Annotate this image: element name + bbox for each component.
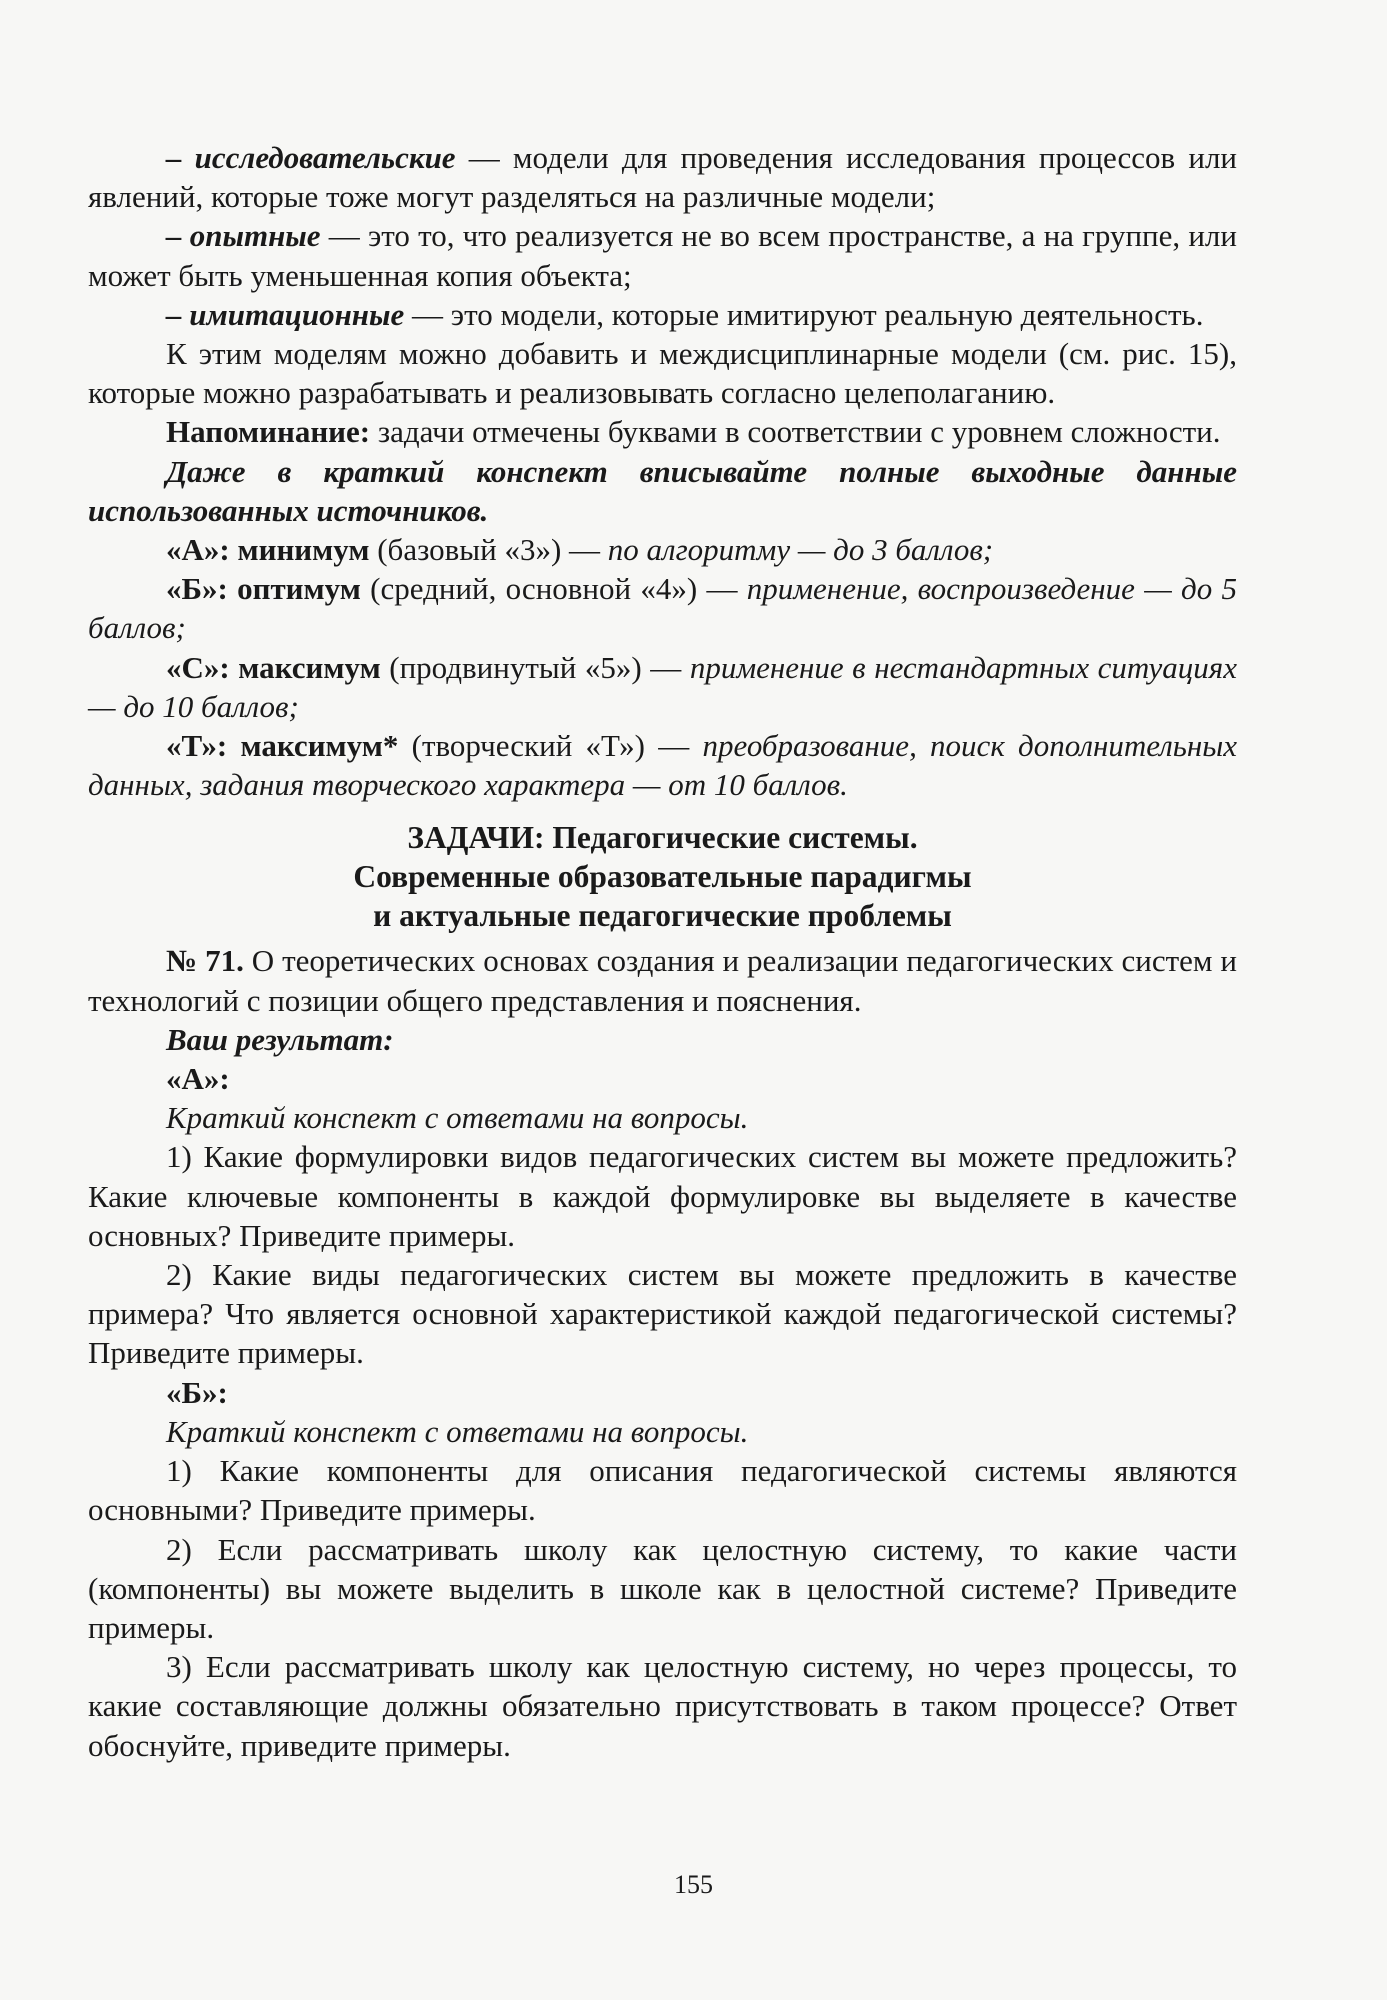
level-a-description (88, 530, 1237, 569)
level-italic: преобразование, поиск дополнительных данных, задания творческого характера — от 10 баллов. (88, 728, 1237, 803)
term-imitation: – имитационные (166, 296, 405, 332)
level-c-description (88, 648, 1237, 726)
task-number: № 71. (166, 943, 244, 979)
paragraph-interdisciplinary: К этим моделям можно добавить и междисциплинарные модели (см. рис. 15), которые можно разрабатывать и реализовывать согласно целеполаганию. (88, 336, 1237, 411)
paragraph-reminder (88, 412, 1237, 451)
definition-research: — модели для проведения исследования процессов или явлений, которые тоже могут разделяться на различные модели; (88, 140, 1237, 215)
heading-line: Современные образовательные парадигмы (353, 859, 972, 895)
page-body (88, 138, 1237, 1765)
level-b-question-3: 3) Если рассматривать школу как целостную систему, но через процессы, то какие составляющие должны обязательно присутствовать в таком процессе? Ответ обоснуйте, приведите примеры. (88, 1649, 1237, 1763)
level-italic: по алгоритму — до 3 баллов; (607, 532, 994, 568)
level-label: «Т»: максимум* (166, 728, 399, 764)
result-label: Ваш результат: (166, 1021, 394, 1057)
level-label: «А»: минимум (166, 532, 370, 568)
level-label: «С»: максимум (166, 649, 381, 685)
heading-line: и актуальные педагогические проблемы (373, 898, 952, 934)
level-b-note: Краткий конспект с ответами на вопросы. (166, 1413, 749, 1449)
level-label: «Б»: оптимум (166, 571, 361, 607)
paragraph-sources-note: Даже в краткий конспект вписывайте полные выходные данные использованных источников. (88, 453, 1237, 528)
level-plain: (средний, основной «4») — (360, 571, 747, 607)
heading-line: ЗАДАЧИ: Педагогические системы. (407, 820, 918, 856)
level-b-question-2: 2) Если рассматривать школу как целостную систему, то какие части (компоненты) вы можете выделить в школе как в целостной системе? Приведите примеры. (88, 1531, 1237, 1645)
level-a-label: «А»: (166, 1061, 230, 1097)
reminder-label: Напоминание: (166, 414, 371, 450)
level-a-question-1: 1) Какие формулировки видов педагогических систем вы можете предложить? Какие ключевые компоненты в каждой формулировке вы выделяете в качестве основных? Приведите примеры. (88, 1139, 1237, 1253)
level-b-question-1: 1) Какие компоненты для описания педагогической системы являются основными? Приведите примеры. (88, 1453, 1237, 1528)
level-t-description (88, 726, 1237, 804)
paragraph-experimental-models (88, 216, 1237, 294)
level-plain: (творческий «Т») — (398, 728, 703, 764)
level-plain: (базовый «3») — (369, 532, 608, 568)
reminder-text: задачи отмечены буквами в соответствии с уровнем сложности. (370, 414, 1221, 450)
definition-imitation: — это модели, которые имитируют реальную деятельность. (404, 296, 1204, 332)
paragraph-research-models (88, 138, 1237, 216)
task-71 (88, 941, 1237, 1019)
level-b-description (88, 569, 1237, 647)
level-a-note: Краткий конспект с ответами на вопросы. (166, 1100, 749, 1136)
page-number: 155 (674, 1870, 713, 1899)
task-text: О теоретических основах создания и реализации педагогических систем и технологий с позиции общего представления и пояснения. (88, 943, 1237, 1018)
definition-experimental: — это то, что реализуется не во всем пространстве, а на группе, или может быть уменьшенная копия объекта; (88, 218, 1237, 293)
level-italic: применение, воспроизведение — до 5 баллов; (88, 571, 1237, 646)
term-experimental: – опытные (166, 218, 321, 254)
term-research: – исследовательские (166, 140, 456, 175)
level-a-question-2: 2) Какие виды педагогических систем вы можете предложить в качестве примера? Что является основной характеристикой каждой педагогической системы? Приведите примеры. (88, 1257, 1237, 1371)
level-italic: применение в нестандартных ситуациях — до 10 баллов; (88, 649, 1237, 724)
level-b-label: «Б»: (166, 1374, 228, 1410)
level-plain: (продвинутый «5») — (380, 649, 690, 685)
section-heading (88, 818, 1237, 935)
paragraph-imitation-models (88, 295, 1237, 334)
